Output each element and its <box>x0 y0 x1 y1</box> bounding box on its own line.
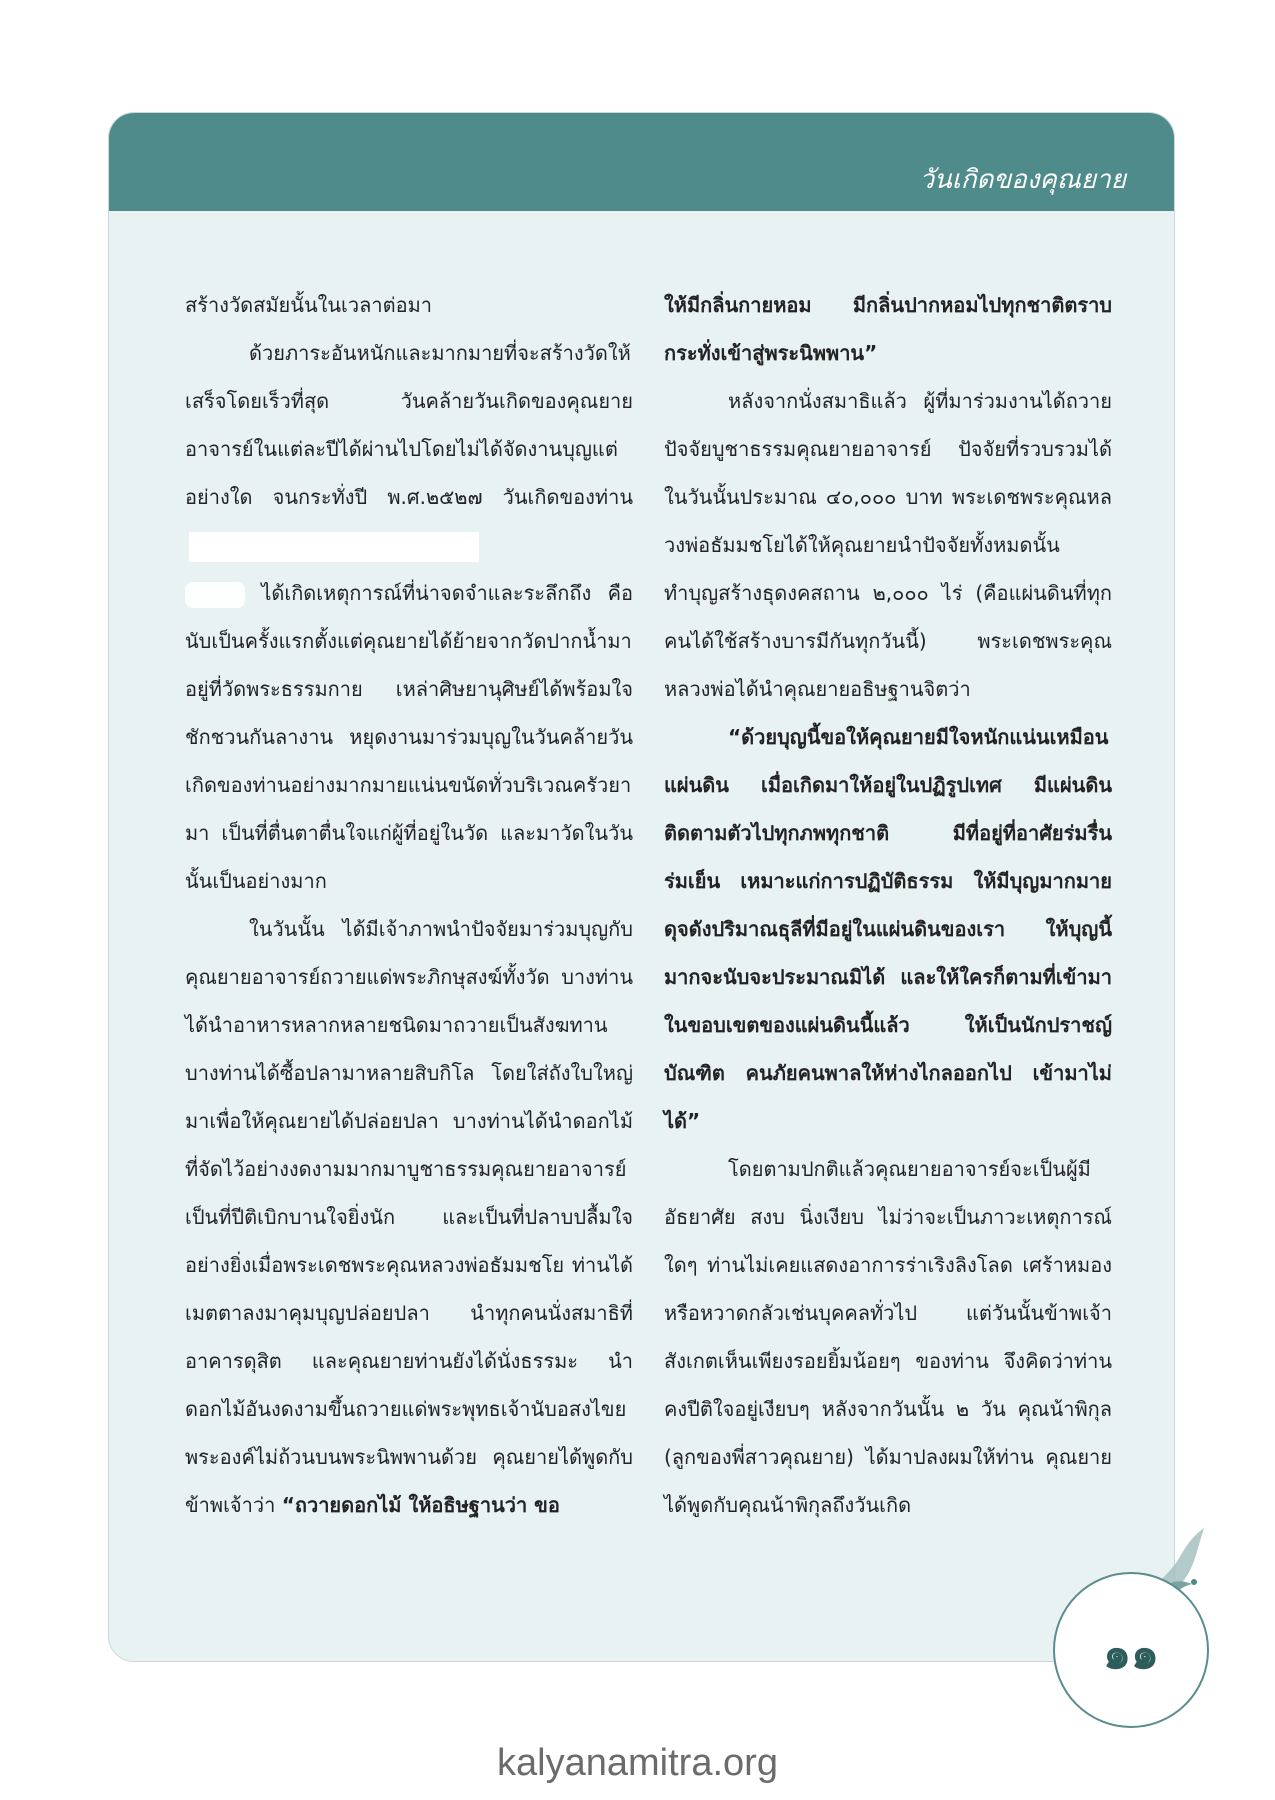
left-column <box>185 281 633 1529</box>
redaction-block <box>189 532 479 562</box>
redaction-block <box>185 582 245 608</box>
paragraph: โดยตามปกติแล้วคุณยายอาจารย์จะเป็นผู้มีอัธยาศัย สงบ นิ่งเงียบ ไม่ว่าจะเป็นภาวะเหตุการณ์ใดๆ ท่านไม่เคยแสดงอาการร่าเริงลิงโลด เศร้าหมอง หรือหวาดกลัวเช่นบุคคลทั่วไป แต่วันนั้นข้าพเจ้าสังเกตเห็นเพียงรอยยิ้มน้อยๆ ของท่าน จึงคิดว่าท่านคงปีติใจอยู่เงียบๆ หลังจากวันนั้น ๒ วัน คุณน้าพิกุล (ลูกของพี่สาวคุณยาย) ได้มาปลงผมให้ท่าน คุณยายได้พูดกับคุณน้าพิกุลถึงวันเกิด <box>664 1157 1112 1517</box>
paragraph-text: ได้เกิดเหตุการณ์ที่น่าจดจำและระลึกถึง คือ นับเป็นครั้งแรกตั้งแต่คุณยายได้ย้ายจากวัดปากน้ำมาอยู่ที่วัดพระธรรมกาย เหล่าศิษยานุศิษย์ได้พร้อมใจชักชวนกันลางาน หยุดงานมาร่วมบุญในวันคล้ายวันเกิดของท่านอย่างมากมายแน่นขนัดทั่วบริเวณครัวยามา เป็นที่ตื่นตาตื่นใจแก่ผู้ที่อยู่ในวัด และมาวัดในวันนั้นเป็นอย่างมาก <box>185 581 633 893</box>
paragraph: หลังจากนั่งสมาธิแล้ว ผู้ที่มาร่วมงานได้ถวายปัจจัยบูชาธรรมคุณยายอาจารย์ ปัจจัยที่รวบรวมได้ในวันนั้นประมาณ ๔๐,๐๐๐ บาท พระเดชพระคุณหลวงพ่อธัมมชโยได้ให้คุณยายนำปัจจัยทั้งหมดนั้น ทำบุญสร้างธุดงคสถาน ๒,๐๐๐ ไร่ (คือแผ่นดินที่ทุกคนได้ใช้สร้างบารมีกันทุกวันนี้) พระเดชพระคุณหลวงพ่อได้นำคุณยายอธิษฐานจิตว่า <box>664 389 1112 701</box>
paragraph <box>185 329 633 569</box>
footer-website: kalyanamitra.org <box>497 1742 778 1784</box>
page-panel <box>108 112 1175 1662</box>
running-title: วันเกิดของคุณยาย <box>919 165 1126 195</box>
quote-paragraph: “ด้วยบุญนี้ขอให้คุณยายมีใจหนักแน่นเหมือนแผ่นดิน เมื่อเกิดมาให้อยู่ในปฏิรูปเทศ มีแผ่นดินติดตามตัวไปทุกภพทุกชาติ มีที่อยู่ที่อาศัยร่มรื่น ร่มเย็น เหมาะแก่การปฏิบัติธรรม ให้มีบุญมากมาย ดุจดังปริมาณธุลีที่มีอยู่ในแผ่นดินของเรา ให้บุญนี้มากจะนับจะประมาณมิได้ และให้ใครก็ตามที่เข้ามาในขอบเขตของแผ่นดินนี้แล้ว ให้เป็นนักปราชญ์บัณฑิต คนภัยคนพาลให้ห่างไกลออกไป เข้ามาไม่ได้” <box>664 725 1112 1133</box>
page-number-badge <box>1053 1572 1209 1728</box>
paragraph: สร้างวัดสมัยนั้นในเวลาต่อมา <box>185 293 433 317</box>
right-column <box>664 281 1112 1529</box>
paragraph-text: ในวันนั้น ได้มีเจ้าภาพนำปัจจัยมาร่วมบุญกับคุณยายอาจารย์ถวายแด่พระภิกษุสงฆ์ทั้งวัด บางท่านได้นำอาหารหลากหลายชนิดมาถวายเป็นสังฆทาน บางท่านได้ซื้อปลามาหลายสิบกิโล โดยใส่ถังใบใหญ่มาเพื่อให้คุณยายได้ปล่อยปลา บางท่านได้นำดอกไม้ที่จัดไว้อย่างงดงามมากมาบูชาธรรมคุณยายอาจารย์ เป็นที่ปีติเบิกบานใจยิ่งนัก และเป็นที่ปลาบปลื้มใจอย่างยิ่งเมื่อพระเดชพระคุณหลวงพ่อธัมมชโย ท่านได้เมตตาลงมาคุมบุญปล่อยปลา นำทุกคนนั่งสมาธิที่อาคารดุสิต และคุณยายท่านยังได้นั่งธรรมะ นำดอกไม้อันงดงามขึ้นถวายแด่พระพุทธเจ้านับอสงไขยพระองค์ไม่ถ้วนบนพระนิพพานด้วย คุณยายได้พูดกับข้าพเจ้าว่า <box>185 917 633 1517</box>
header-band <box>109 113 1174 211</box>
quote-text: “ถวายดอกไม้ ให้อธิษฐานว่า ขอ <box>281 1493 560 1517</box>
paragraph <box>185 905 633 1529</box>
page-number: ๑๑ <box>1103 1628 1159 1679</box>
paragraph-text: ด้วยภาระอันหนักและมากมายที่จะสร้างวัดให้เสร็จโดยเร็วที่สุด วันคล้ายวันเกิดของคุณยายอาจารย์ในแต่ละปีได้ผ่านไปโดยไม่ได้จัดงานบุญแต่อย่างใด จนกระทั่งปี พ.ศ.๒๕๒๗ วันเกิดของท่าน <box>185 341 633 509</box>
quote-paragraph: ให้มีกลิ่นกายหอม มีกลิ่นปากหอมไปทุกชาติตราบกระทั่งเข้าสู่พระนิพพาน” <box>664 293 1112 365</box>
paragraph <box>185 569 633 905</box>
